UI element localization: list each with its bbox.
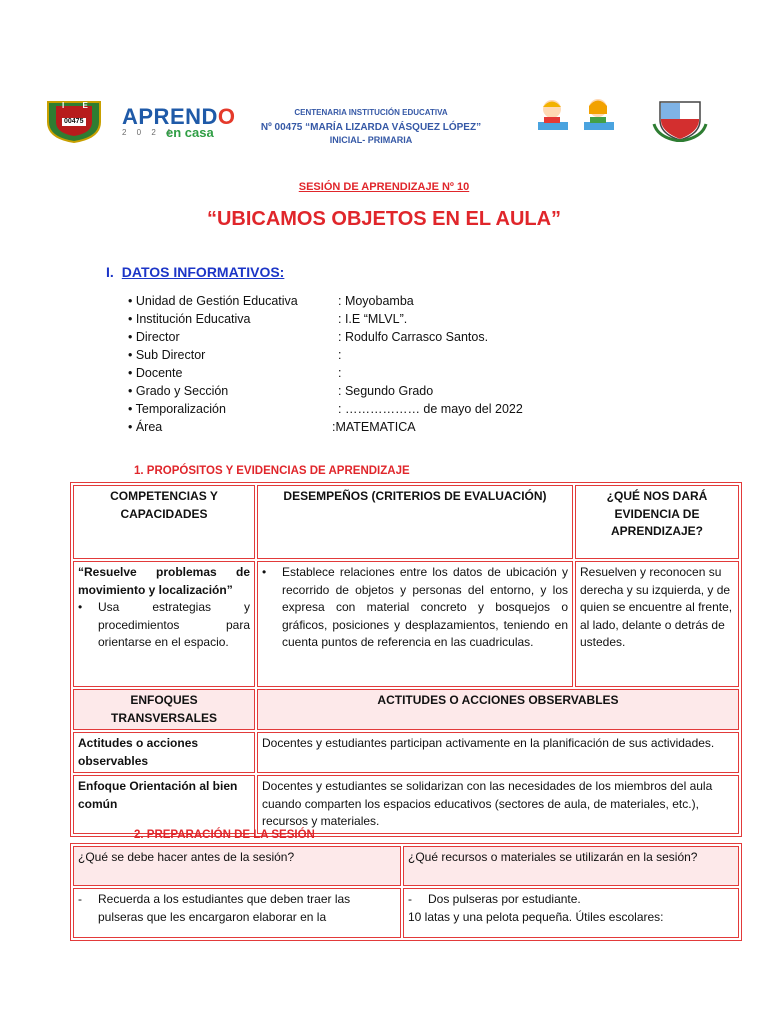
resources-line-1: Dos pulseras por estudiante. <box>428 892 581 906</box>
evidence-cell: Resuelven y reconocen su derecha y su izquierda, y de quien se encuentre al frente, al lado, delante o detrás de ustedes. <box>575 561 739 687</box>
column-header: ¿QUÉ NOS DARÁ EVIDENCIA DE APRENDIZAJE? <box>575 485 739 559</box>
students-illustration <box>532 96 620 138</box>
table-row <box>73 485 739 559</box>
info-value: : I.E “MLVL”. <box>338 312 408 326</box>
info-label: • Institución Educativa <box>128 312 251 326</box>
before-session-cell: - Recuerda a los estudiantes que deben traer las pulseras que les encargaron elaborar en la <box>73 888 401 938</box>
info-label: • Director <box>128 330 180 344</box>
info-value: : Segundo Grado <box>338 384 434 398</box>
info-value: : Rodulfo Carrasco Santos. <box>338 330 489 344</box>
info-label: • Docente <box>128 366 183 380</box>
table-row <box>73 775 739 834</box>
institution-line-2: Nº 00475 “MARÍA LIZARDA VÁSQUEZ LÓPEZ” <box>260 122 482 133</box>
column-header: ENFOQUES TRANSVERSALES <box>73 689 255 730</box>
purposes-table <box>70 482 742 837</box>
peru-coat-of-arms <box>652 94 708 142</box>
info-list <box>128 294 728 444</box>
section-1-heading <box>106 264 284 280</box>
shield-initials: I E <box>62 101 96 110</box>
resources-cell: - Dos pulseras por estudiante. 10 latas y una pelota pequeña. Útiles escolares: <box>403 888 739 938</box>
table-row <box>73 561 739 687</box>
capacity-text: Usa estrategias y procedimientos para orientarse en el espacio. <box>98 600 250 649</box>
before-session-text: Recuerda a los estudiantes que deben traer las pulseras que les encargaron elaborar en la <box>98 892 351 924</box>
table-row <box>73 732 739 773</box>
performance-text: Establece relaciones entre los datos de ubicación y recorrido de objetos y personas del entorno, y los expresa con material concreto y bosquejos o gráficos, posiciones y desplazamientos, teniendo en cuenta puntos de referencia en las cuadriculas. <box>282 565 568 649</box>
info-value: : <box>338 366 342 380</box>
table-row <box>73 689 739 730</box>
session-label: SESIÓN DE APRENDIZAJE Nº 10 <box>298 181 470 193</box>
info-value: : Moyobamba <box>338 294 414 308</box>
resources-line-2: 10 latas y una pelota pequeña. Útiles escolares: <box>408 909 664 924</box>
aprendo-logo-subtitle: en casa <box>166 125 214 140</box>
institution-line-1: CENTENARIA INSTITUCIÓN EDUCATIVA <box>294 108 448 117</box>
table-row <box>73 888 739 938</box>
column-header: ¿Qué se debe hacer antes de la sesión? <box>73 846 401 886</box>
preparation-heading: 2. PREPARACIÓN DE LA SESIÓN <box>134 829 315 841</box>
performance-cell: • Establece relaciones entre los datos de ubicación y recorrido de objetos y personas del entorno, y los expresa con material concreto y bosquejos o gráficos, posiciones y desplazamientos, teniendo en cuenta puntos de referencia en las cuadriculas. <box>257 561 573 687</box>
approach-label: Actitudes o acciones observables <box>73 732 255 773</box>
approach-label: Enfoque Orientación al bien común <box>73 775 255 834</box>
column-header: COMPETENCIAS Y CAPACIDADES <box>73 485 255 559</box>
info-label: • Temporalización <box>128 402 226 416</box>
institution-line-3: INICIAL- PRIMARIA <box>329 135 413 145</box>
approach-text: Docentes y estudiantes se solidarizan con las necesidades de los miembros del aula cuando comparten los espacios educativos (sectores de aula, de materiales, etc.), recursos y materiales. <box>257 775 739 834</box>
aprendo-logo-dots: 2 0 2 4 <box>122 128 175 137</box>
page-title: “UBICAMOS OBJETOS EN EL AULA” <box>206 208 562 230</box>
competence-cell <box>73 561 255 687</box>
aprendo-logo: APRENDO <box>122 104 236 129</box>
info-value: :MATEMATICA <box>332 420 416 434</box>
shield-number: 00475 <box>64 118 84 125</box>
column-header: ¿Qué recursos o materiales se utilizarán en la sesión? <box>403 846 739 886</box>
info-label: • Área <box>128 420 163 434</box>
info-value: : ……………… de mayo del 2022 <box>338 402 523 416</box>
table-row <box>73 846 739 886</box>
preparation-table <box>70 843 742 941</box>
capacity-item: • Usa estrategias y procedimientos para orientarse en el espacio. <box>78 599 250 652</box>
section-1-title: DATOS INFORMATIVOS: <box>121 264 285 280</box>
section-1-number: I. <box>106 264 114 280</box>
approach-text: Docentes y estudiantes participan activamente en la planificación de sus actividades. <box>257 732 739 773</box>
column-header: DESEMPEÑOS (CRITERIOS DE EVALUACIÓN) <box>257 485 573 559</box>
info-label: • Grado y Sección <box>128 384 229 398</box>
info-value: : <box>338 348 342 362</box>
competence-text: “Resuelve problemas de movimiento y localización” <box>78 565 250 597</box>
column-header: ACTITUDES O ACCIONES OBSERVABLES <box>257 689 739 730</box>
info-label: • Sub Director <box>128 348 206 362</box>
purposes-heading: 1. PROPÓSITOS Y EVIDENCIAS DE APRENDIZAJE <box>134 465 410 477</box>
info-label: • Unidad de Gestión Educativa <box>128 294 298 308</box>
